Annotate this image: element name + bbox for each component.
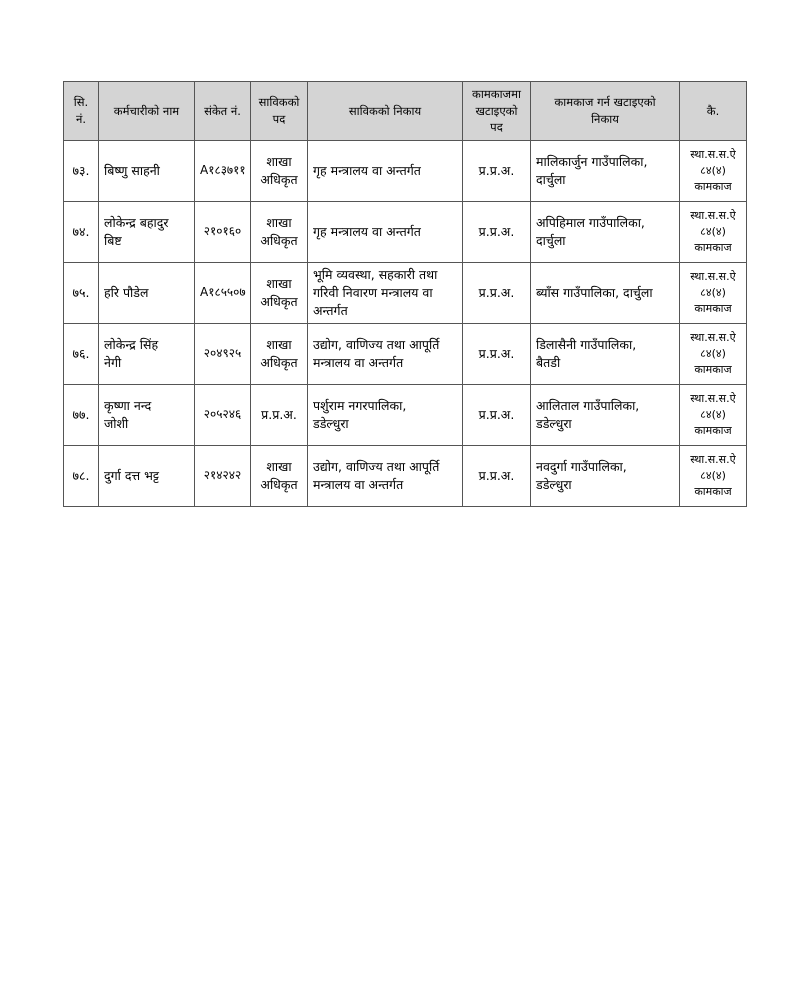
cell-sn: ७८. [64, 446, 99, 507]
table-row [64, 263, 747, 324]
table-row [64, 141, 747, 202]
cell-remarks: स्था.स.स.ऐ ८४(४) कामकाज [680, 202, 747, 263]
cell-remarks: स्था.स.स.ऐ ८४(४) कामकाज [680, 446, 747, 507]
cell-name: बिष्णु साहनी [99, 141, 195, 202]
cell-deploy-post: प्र.प्र.अ. [463, 324, 531, 385]
cell-code: २०४९२५ [195, 324, 251, 385]
cell-deploy-org: डिलासैनी गाउँपालिका, बैतडी [531, 324, 680, 385]
table-body [64, 141, 747, 507]
cell-sn: ७७. [64, 385, 99, 446]
cell-orig-org: उद्योग, वाणिज्य तथा आपूर्ति मन्त्रालय वा अन्तर्गत [308, 324, 463, 385]
header-remarks: कै. [680, 82, 747, 141]
cell-deploy-org: मालिकार्जुन गाउँपालिका, दार्चुला [531, 141, 680, 202]
cell-code: २१४२४२ [195, 446, 251, 507]
cell-orig-org: गृह मन्त्रालय वा अन्तर्गत [308, 141, 463, 202]
cell-name: लोकेन्द्र बहादुर बिष्ट [99, 202, 195, 263]
header-orig-org: साविकको निकाय [308, 82, 463, 141]
header-name: कर्मचारीको नाम [99, 82, 195, 141]
cell-orig-post: प्र.प्र.अ. [251, 385, 308, 446]
header-deploy-org: कामकाज गर्न खटाइएको निकाय [531, 82, 680, 141]
cell-orig-org: भूमि व्यवस्था, सहकारी तथा गरिवी निवारण मन्त्रालय वा अन्तर्गत [308, 263, 463, 324]
cell-sn: ७५. [64, 263, 99, 324]
cell-deploy-org: ब्याँस गाउँपालिका, दार्चुला [531, 263, 680, 324]
cell-deploy-org: अपिहिमाल गाउँपालिका, दार्चुला [531, 202, 680, 263]
cell-sn: ७४. [64, 202, 99, 263]
cell-deploy-post: प्र.प्र.अ. [463, 263, 531, 324]
table-row [64, 385, 747, 446]
cell-deploy-post: प्र.प्र.अ. [463, 385, 531, 446]
cell-orig-post: शाखा अधिकृत [251, 324, 308, 385]
cell-remarks: स्था.स.स.ऐ ८४(४) कामकाज [680, 385, 747, 446]
cell-deploy-org: आलिताल गाउँपालिका, डडेल्धुरा [531, 385, 680, 446]
table-header [64, 82, 747, 141]
cell-remarks: स्था.स.स.ऐ ८४(४) कामकाज [680, 141, 747, 202]
header-orig-post: साविकको पद [251, 82, 308, 141]
header-row [64, 82, 747, 141]
cell-orig-post: शाखा अधिकृत [251, 263, 308, 324]
cell-deploy-post: प्र.प्र.अ. [463, 141, 531, 202]
table-row [64, 446, 747, 507]
cell-remarks: स्था.स.स.ऐ ८४(४) कामकाज [680, 263, 747, 324]
cell-code: A१८५५०७ [195, 263, 251, 324]
staff-deployment-table [63, 81, 747, 507]
cell-name: लोकेन्द्र सिंह नेगी [99, 324, 195, 385]
cell-name: हरि पौडेल [99, 263, 195, 324]
cell-deploy-org: नवदुर्गा गाउँपालिका, डडेल्धुरा [531, 446, 680, 507]
cell-deploy-post: प्र.प्र.अ. [463, 446, 531, 507]
cell-orig-org: पर्शुराम नगरपालिका, डडेल्धुरा [308, 385, 463, 446]
cell-orig-post: शाखा अधिकृत [251, 446, 308, 507]
header-deploy-post: कामकाजमा खटाइएको पद [463, 82, 531, 141]
cell-orig-post: शाखा अधिकृत [251, 202, 308, 263]
cell-code: २१०१६० [195, 202, 251, 263]
cell-sn: ७३. [64, 141, 99, 202]
cell-name: कृष्णा नन्द जोशी [99, 385, 195, 446]
header-code: संकेत नं. [195, 82, 251, 141]
table-row [64, 324, 747, 385]
cell-orig-post: शाखा अधिकृत [251, 141, 308, 202]
cell-name: दुर्गा दत्त भट्ट [99, 446, 195, 507]
cell-code: A१८३७११ [195, 141, 251, 202]
cell-orig-org: गृह मन्त्रालय वा अन्तर्गत [308, 202, 463, 263]
cell-orig-org: उद्योग, वाणिज्य तथा आपूर्ति मन्त्रालय वा अन्तर्गत [308, 446, 463, 507]
header-sn: सि. नं. [64, 82, 99, 141]
cell-sn: ७६. [64, 324, 99, 385]
cell-code: २०५२४६ [195, 385, 251, 446]
cell-deploy-post: प्र.प्र.अ. [463, 202, 531, 263]
cell-remarks: स्था.स.स.ऐ ८४(४) कामकाज [680, 324, 747, 385]
table-row [64, 202, 747, 263]
